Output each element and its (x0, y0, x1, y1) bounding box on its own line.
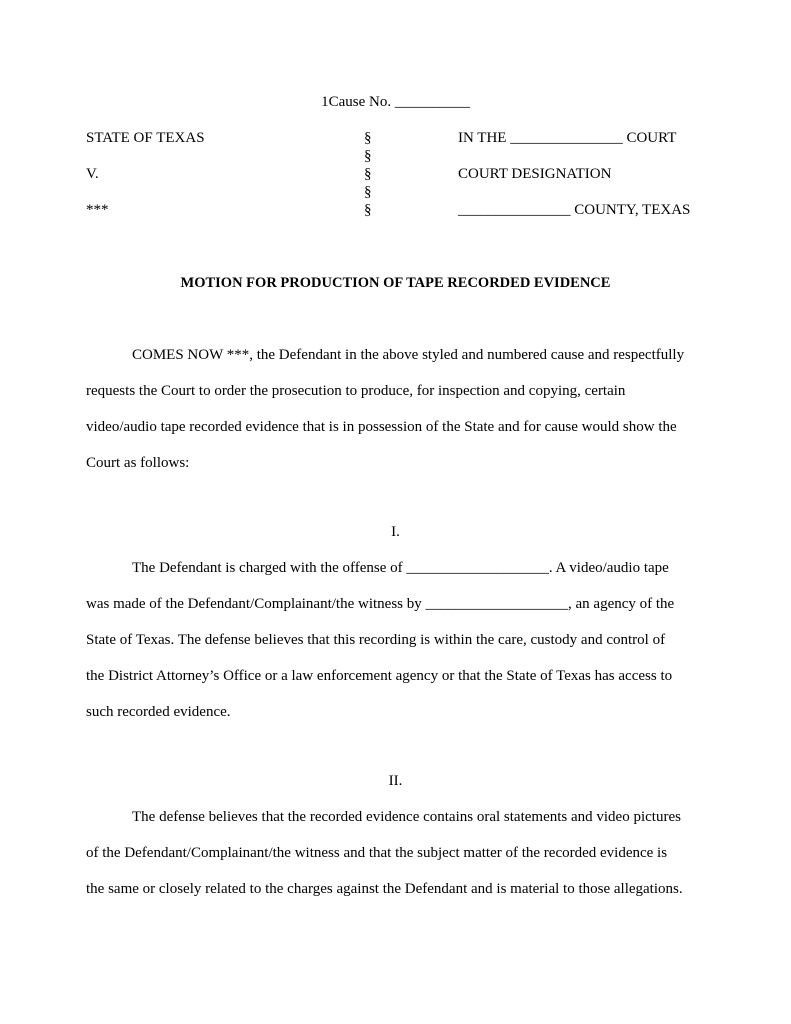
section-mark: § (364, 166, 372, 182)
paragraph-line: Court as follows: (86, 455, 190, 471)
section-mark: § (364, 148, 372, 164)
caption-party-defendant: *** (86, 202, 109, 218)
section-number: II. (388, 773, 403, 789)
caption-court: IN THE _______________ COURT (458, 130, 677, 146)
caption-county: _______________ COUNTY, TEXAS (458, 202, 691, 218)
paragraph-line: The Defendant is charged with the offense of ___________________. A video/audio tape (132, 560, 669, 576)
paragraph-line: COMES NOW ***, the Defendant in the above styled and numbered cause and respectfully (132, 347, 685, 363)
paragraph-line: the District Attorney’s Office or a law enforcement agency or that the State of Texas has access to (86, 668, 673, 684)
paragraph-line: was made of the Defendant/Complainant/the witness by ___________________, an agency of the (86, 596, 675, 612)
caption-court-designation: COURT DESIGNATION (458, 166, 612, 182)
paragraph-line: the same or closely related to the charges against the Defendant and is material to those allegations. (86, 881, 683, 897)
paragraph-line: requests the Court to order the prosecution to produce, for inspection and copying, certain (86, 383, 626, 399)
section-mark: § (364, 202, 372, 218)
paragraph-line: State of Texas. The defense believes that this recording is within the care, custody and control of (86, 632, 666, 648)
caption-versus: V. (86, 166, 99, 182)
paragraph-line: such recorded evidence. (86, 704, 231, 720)
caption-party-state: STATE OF TEXAS (86, 130, 205, 146)
section-mark: § (364, 184, 372, 200)
paragraph-line: video/audio tape recorded evidence that is in possession of the State and for cause would show the (86, 419, 677, 435)
document-title: MOTION FOR PRODUCTION OF TAPE RECORDED EVIDENCE (180, 275, 611, 291)
paragraph-line: The defense believes that the recorded evidence contains oral statements and video pictures (132, 809, 681, 825)
section-mark: § (364, 130, 372, 146)
section-number: I. (391, 524, 400, 540)
cause-number: 1Cause No. __________ (321, 94, 470, 110)
paragraph-line: of the Defendant/Complainant/the witness and that the subject matter of the recorded evidence is (86, 845, 668, 861)
